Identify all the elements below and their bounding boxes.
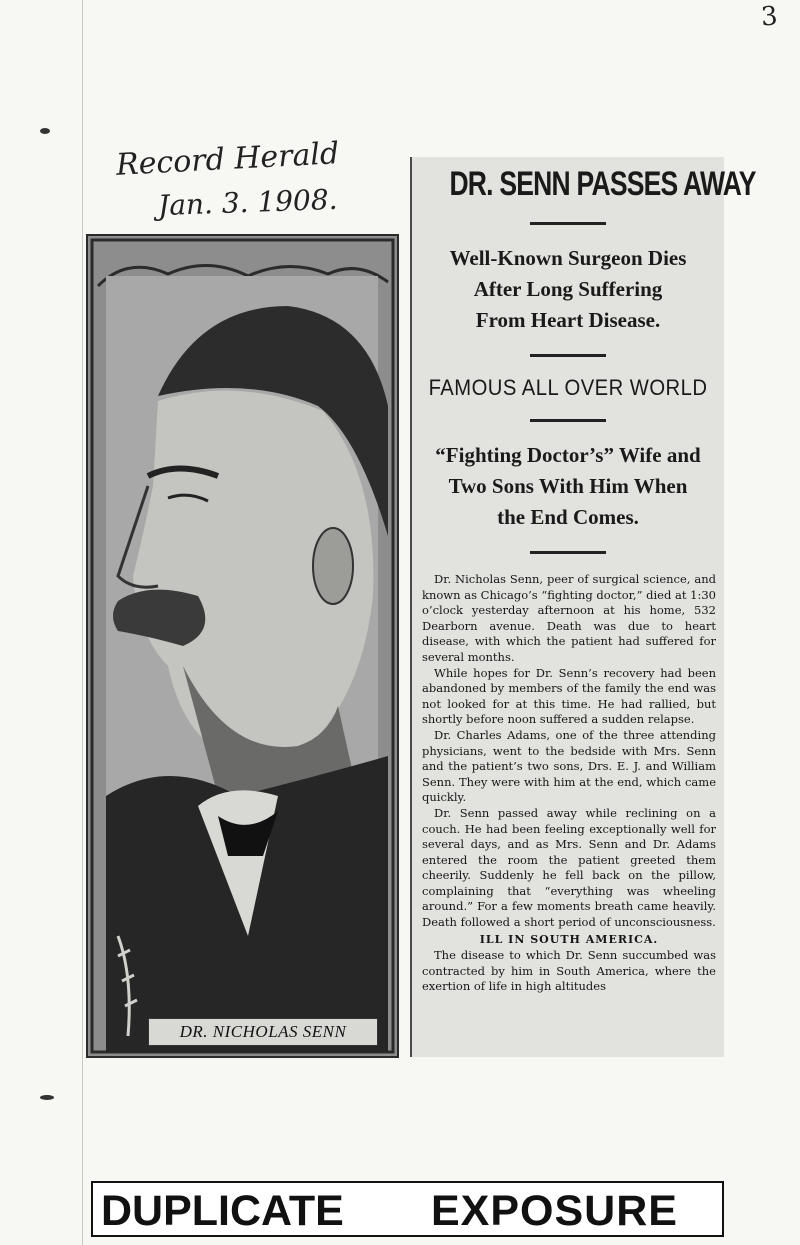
divider-rule — [530, 354, 606, 357]
handwritten-date: Jan. 3. 1908. — [157, 182, 339, 223]
divider-rule — [530, 222, 606, 225]
article-deck — [412, 243, 724, 336]
section-heading: ILL IN SOUTH AMERICA. — [479, 932, 659, 946]
body-paragraph: Dr. Senn passed away while reclining on a couch. He had been feeling exceptionally well for several days, and as Mrs. Senn and Dr. Adams entered the room the patient greeted them cheerily. Suddenly he fell back on the pillow, complaining that “everything was wheeling around.” For a few moments breath came heavily. Death followed a short period of unconsciousness. — [422, 805, 716, 930]
divider-rule — [530, 419, 606, 422]
deck-line: After Long Suffering — [473, 277, 663, 301]
punch-mark — [40, 1095, 54, 1100]
stamp-word: DUPLICATE — [101, 1187, 344, 1235]
article-clipping — [410, 157, 756, 1057]
body-paragraph: The disease to which Dr. Senn succumbed was contracted by him in South America, where the exertion of life in high altitudes — [422, 948, 716, 994]
handwritten-source: Record Herald — [115, 136, 340, 183]
article-body — [422, 572, 716, 995]
punch-mark — [40, 128, 50, 134]
portrait-clipping — [86, 234, 399, 1058]
body-paragraph: Dr. Charles Adams, one of the three attending physicians, went to the bedside with Mrs. Senn and the patient’s two sons, Drs. E. J. and William Senn. They were with him at the end, which came quickly. — [422, 727, 716, 805]
portrait-engraving — [88, 236, 397, 1056]
deck-line: From Heart Disease. — [475, 308, 661, 332]
body-paragraph: Dr. Nicholas Senn, peer of surgical science, and known as Chicago’s “fighting doctor,” died at 1:30 o’clock yesterday afternoon at his home, 532 Dearborn avenue. Death was due to heart disease, with which the patient had suffered for several months. — [422, 572, 716, 664]
deck-line: Well-Known Surgeon Dies — [449, 246, 687, 270]
divider-rule — [530, 551, 606, 554]
duplicate-exposure-stamp — [91, 1181, 724, 1237]
article-subhead: FAMOUS ALL OVER WORLD — [428, 375, 708, 400]
page-margin-line — [82, 0, 83, 1245]
article-headline: DR. SENN PASSES AWAY — [449, 165, 756, 203]
stamp-word: EXPOSURE — [431, 1187, 678, 1235]
body-paragraph: While hopes for Dr. Senn’s recovery had been abandoned by members of the family the end was not looked for at this time. He had rallied, but shortly before noon suffered a sudden relapse. — [422, 665, 716, 727]
article-secondary-deck — [412, 440, 724, 533]
page-number: 3 — [760, 1, 780, 33]
deck-line: the End Comes. — [497, 505, 639, 529]
deck-line: Two Sons With Him When — [448, 474, 688, 498]
deck-line: “Fighting Doctor’s” Wife and — [435, 443, 701, 467]
portrait-caption: DR. NICHOLAS SENN — [148, 1018, 378, 1046]
portrait-ear — [313, 528, 353, 604]
